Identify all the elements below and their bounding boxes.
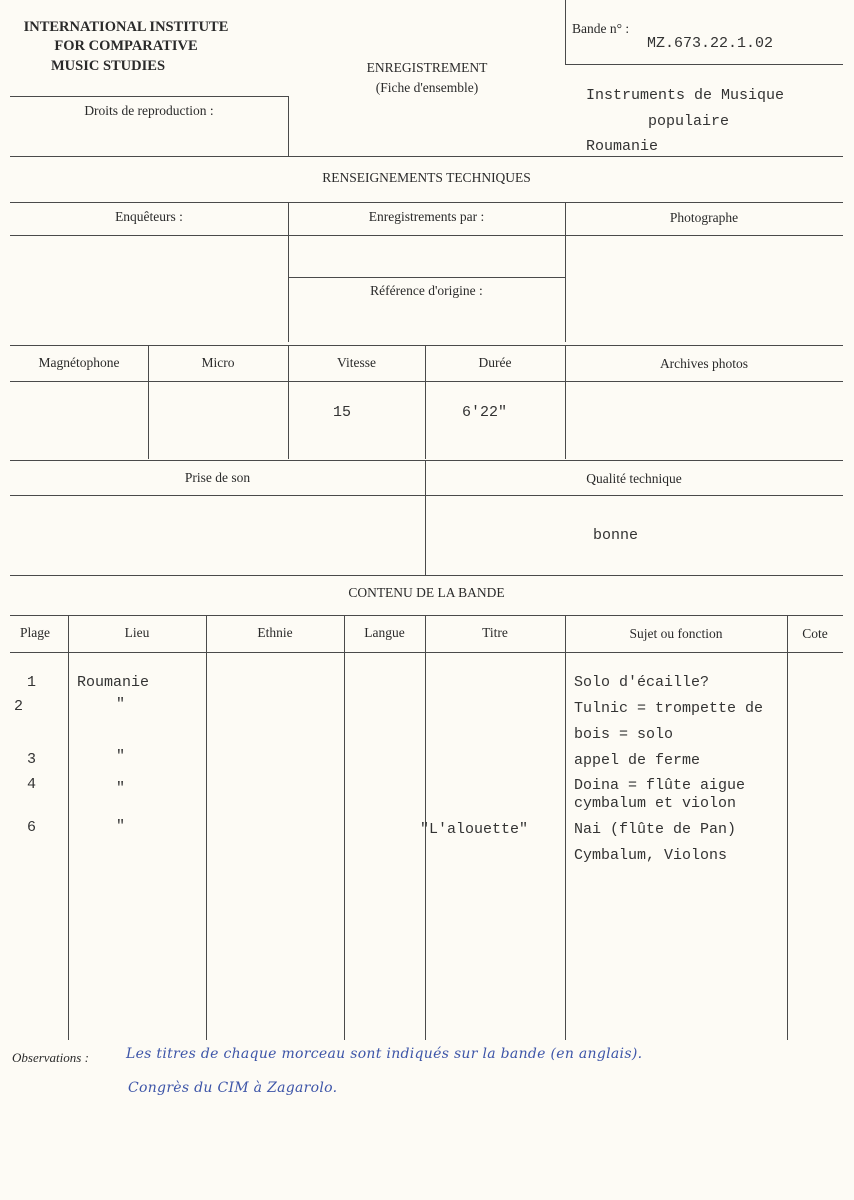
row-6-sujet: Nai (flûte de Pan) [574,821,737,838]
reference-label: Référence d'origine : [370,283,483,298]
content-section-title: CONTENU DE LA BANDE [348,585,505,600]
institute-name-line3: MUSIC STUDIES [50,58,166,74]
col-header-ethnie: Ethnie [257,625,293,640]
row-6-plage: 6 [27,819,37,836]
row-3-sujet: appel de ferme [574,752,701,769]
bande-label: Bande n° : [572,21,630,36]
col-divider-ethnie [206,615,207,1040]
bande-box-bottom-border [565,64,843,65]
col-divider-photographe [565,202,566,342]
duree-label: Durée [478,355,512,370]
col-divider-cote [787,615,788,1040]
col-divider-lieu [68,615,69,1040]
subject-line1: Instruments de Musique [586,87,785,104]
row-1-plage: 1 [27,674,37,691]
enqueteurs-label: Enquêteurs : [115,209,183,224]
divider-equipment-top [10,345,843,346]
col-divider-duree [425,345,426,459]
magnetophone-label: Magnétophone [38,355,120,370]
qualite-label: Qualité technique [586,471,682,486]
col-divider-archives [565,345,566,459]
row-2-sujet: Tulnic = trompette de [574,700,764,717]
bande-value: MZ.673.22.1.02 [647,35,774,52]
col-header-titre: Titre [482,625,508,640]
row-3-lieu: " [116,748,126,765]
col-divider-enqueteurs [288,202,289,342]
divider-content-top [10,575,843,576]
enregistrements-label: Enregistrements par : [368,209,485,224]
row-1-lieu: Roumanie [77,674,150,691]
divider-technical-header [10,202,843,203]
divider-technical-top [10,156,843,157]
form-subtitle: (Fiche d'ensemble) [375,80,479,95]
col-divider-qualite [425,460,426,575]
row-1-sujet: Solo d'écaille? [574,674,710,691]
observations-handwritten-line2: Congrès du CIM à Zagarolo. [128,1080,338,1096]
droits-box-right-border [288,96,289,156]
row-3-plage: 3 [27,751,37,768]
divider-people-labels [10,235,843,236]
subject-line2: populaire [648,113,730,130]
technical-section-title: RENSEIGNEMENTS TECHNIQUES [322,170,531,185]
col-header-cote: Cote [802,626,828,641]
col-header-plage: Plage [20,625,50,640]
archives-label: Archives photos [659,356,749,371]
row-2-plage: 2 [14,698,24,715]
droits-label: Droits de reproduction : [84,103,214,118]
vitesse-value: 15 [333,404,352,421]
col-header-lieu: Lieu [124,625,150,640]
photographe-label: Photographe [669,210,739,225]
row-2-sujet-cont: bois = solo [574,726,674,743]
col-divider-vitesse [288,345,289,459]
vitesse-label: Vitesse [337,355,376,370]
col-header-sujet: Sujet ou fonction [629,626,723,641]
prise-de-son-label: Prise de son [184,470,251,485]
row-4-plage: 4 [27,776,37,793]
row-6-sujet-cont: Cymbalum, Violons [574,847,728,864]
divider-reference [288,277,565,278]
row-4-sujet-cont: cymbalum et violon [574,795,737,812]
qualite-value: bonne [593,527,639,544]
divider-content-header-top [10,615,843,616]
row-2-lieu: " [116,696,126,713]
institute-name-line2: FOR COMPARATIVE [54,38,198,54]
col-divider-micro [148,345,149,459]
droits-box-top-border [10,96,288,97]
divider-prise-top [10,460,843,461]
form-title: ENREGISTREMENT [366,60,488,75]
divider-content-header-bottom [10,652,843,653]
col-header-langue: Langue [364,625,405,640]
col-divider-langue [344,615,345,1040]
divider-prise-labels [10,495,843,496]
row-4-sujet: Doina = flûte aigue [574,777,746,794]
row-4-lieu: " [116,780,126,797]
row-6-titre: "L'alouette" [420,821,529,838]
observations-handwritten-line1: Les titres de chaque morceau sont indiqués sur la bande (en anglais). [126,1046,643,1062]
col-divider-sujet [565,615,566,1040]
row-6-lieu: " [116,818,126,835]
bande-box-left-border [565,0,566,65]
micro-label: Micro [201,355,235,370]
divider-equipment-labels [10,381,843,382]
subject-line3: Roumanie [586,138,659,155]
observations-label: Observations : [12,1050,89,1065]
institute-name-line1: INTERNATIONAL INSTITUTE [23,19,229,35]
duree-value: 6'22" [462,404,508,421]
